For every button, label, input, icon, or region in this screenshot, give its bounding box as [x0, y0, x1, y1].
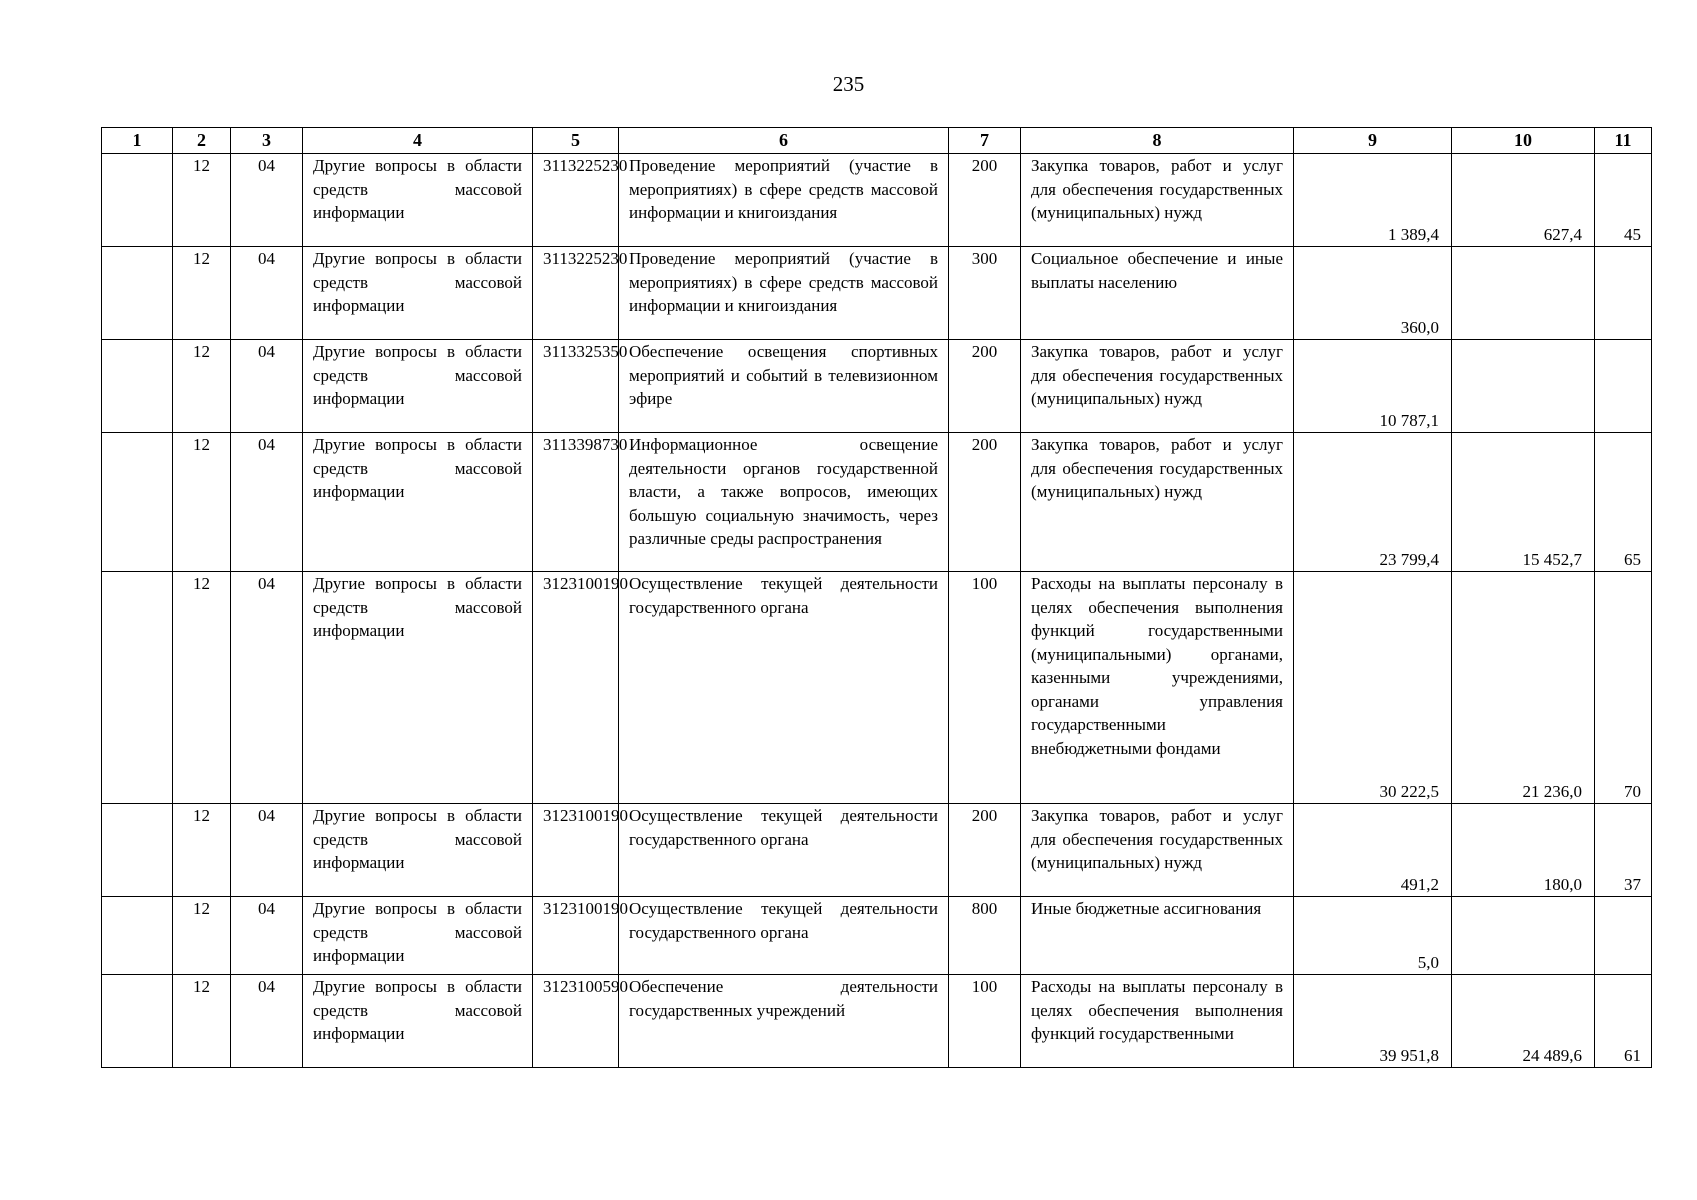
cell-section: 12 [173, 572, 231, 804]
cell-col-1 [102, 247, 173, 340]
cell-expense-type: 300 [949, 247, 1021, 340]
cell-plan-amount: 23 799,4 [1294, 433, 1452, 572]
cell-col-1 [102, 804, 173, 897]
page-number: 235 [832, 72, 865, 96]
cell-expense-type-name: Закупка товаров, работ и услуг для обеспечения государственных (муниципальных) нужд [1021, 804, 1294, 897]
cell-article-name: Проведение мероприятий (участие в мероприятиях) в сфере средств массовой информации и книгоиздания [619, 154, 949, 247]
table-row [102, 154, 1652, 247]
cell-percent [1595, 340, 1652, 433]
column-header: 4 [303, 128, 533, 154]
cell-subsection-name: Другие вопросы в области средств массовой информации [303, 340, 533, 433]
cell-col-1 [102, 897, 173, 975]
cell-percent [1595, 247, 1652, 340]
cell-expense-type-name: Закупка товаров, работ и услуг для обеспечения государственных (муниципальных) нужд [1021, 154, 1294, 247]
cell-subsection-name: Другие вопросы в области средств массовой информации [303, 572, 533, 804]
cell-target-article: 3113398730 [533, 433, 619, 572]
cell-expense-type: 200 [949, 804, 1021, 897]
cell-article-name: Проведение мероприятий (участие в мероприятиях) в сфере средств массовой информации и книгоиздания [619, 247, 949, 340]
table-row [102, 975, 1652, 1068]
cell-plan-amount: 360,0 [1294, 247, 1452, 340]
cell-subsection: 04 [231, 804, 303, 897]
cell-col-1 [102, 975, 173, 1068]
cell-col-1 [102, 340, 173, 433]
cell-percent: 37 [1595, 804, 1652, 897]
cell-executed-amount [1452, 340, 1595, 433]
cell-target-article: 3123100190 [533, 897, 619, 975]
column-header: 6 [619, 128, 949, 154]
cell-section: 12 [173, 433, 231, 572]
cell-subsection: 04 [231, 247, 303, 340]
cell-subsection-name: Другие вопросы в области средств массовой информации [303, 247, 533, 340]
column-number-header-row [102, 128, 1652, 154]
cell-plan-amount: 491,2 [1294, 804, 1452, 897]
column-header: 11 [1595, 128, 1652, 154]
cell-expense-type: 200 [949, 433, 1021, 572]
cell-executed-amount: 15 452,7 [1452, 433, 1595, 572]
cell-expense-type: 200 [949, 154, 1021, 247]
column-header: 1 [102, 128, 173, 154]
cell-subsection-name: Другие вопросы в области средств массовой информации [303, 897, 533, 975]
cell-col-1 [102, 154, 173, 247]
cell-subsection: 04 [231, 975, 303, 1068]
column-header: 5 [533, 128, 619, 154]
table-row [102, 247, 1652, 340]
cell-executed-amount: 180,0 [1452, 804, 1595, 897]
cell-col-1 [102, 433, 173, 572]
cell-subsection: 04 [231, 572, 303, 804]
cell-target-article: 3113225230 [533, 247, 619, 340]
cell-section: 12 [173, 804, 231, 897]
cell-expense-type-name: Расходы на выплаты персоналу в целях обеспечения выполнения функций государственными (муниципальными) органами, казенными учреждениями, органами управления государственными внебюджетными фондами [1021, 572, 1294, 804]
cell-target-article: 3123100190 [533, 804, 619, 897]
cell-section: 12 [173, 154, 231, 247]
cell-subsection: 04 [231, 154, 303, 247]
cell-plan-amount: 5,0 [1294, 897, 1452, 975]
cell-executed-amount [1452, 247, 1595, 340]
cell-subsection-name: Другие вопросы в области средств массовой информации [303, 154, 533, 247]
column-header: 3 [231, 128, 303, 154]
cell-target-article: 3113325350 [533, 340, 619, 433]
cell-subsection-name: Другие вопросы в области средств массовой информации [303, 804, 533, 897]
cell-article-name: Осуществление текущей деятельности государственного органа [619, 804, 949, 897]
table-row [102, 340, 1652, 433]
cell-plan-amount: 10 787,1 [1294, 340, 1452, 433]
cell-section: 12 [173, 975, 231, 1068]
column-header: 8 [1021, 128, 1294, 154]
cell-subsection: 04 [231, 897, 303, 975]
cell-section: 12 [173, 340, 231, 433]
cell-section: 12 [173, 897, 231, 975]
cell-expense-type: 800 [949, 897, 1021, 975]
cell-plan-amount: 39 951,8 [1294, 975, 1452, 1068]
cell-article-name: Обеспечение деятельности государственных учреждений [619, 975, 949, 1068]
cell-article-name: Осуществление текущей деятельности государственного органа [619, 572, 949, 804]
cell-executed-amount: 24 489,6 [1452, 975, 1595, 1068]
table-row [102, 897, 1652, 975]
cell-target-article: 3123100590 [533, 975, 619, 1068]
cell-percent: 70 [1595, 572, 1652, 804]
cell-percent: 45 [1595, 154, 1652, 247]
cell-expense-type-name: Иные бюджетные ассигнования [1021, 897, 1294, 975]
cell-expense-type-name: Закупка товаров, работ и услуг для обеспечения государственных (муниципальных) нужд [1021, 433, 1294, 572]
cell-target-article: 3113225230 [533, 154, 619, 247]
cell-section: 12 [173, 247, 231, 340]
column-header: 2 [173, 128, 231, 154]
cell-expense-type: 100 [949, 572, 1021, 804]
cell-subsection: 04 [231, 433, 303, 572]
cell-article-name: Информационное освещение деятельности органов государственной власти, а также вопросов, имеющих большую социальную значимость, через различные среды распространения [619, 433, 949, 572]
cell-subsection-name: Другие вопросы в области средств массовой информации [303, 975, 533, 1068]
cell-expense-type-name: Расходы на выплаты персоналу в целях обеспечения выполнения функций государственными [1021, 975, 1294, 1068]
column-header: 7 [949, 128, 1021, 154]
column-header: 10 [1452, 128, 1595, 154]
cell-executed-amount: 21 236,0 [1452, 572, 1595, 804]
cell-col-1 [102, 572, 173, 804]
cell-percent: 61 [1595, 975, 1652, 1068]
column-header: 9 [1294, 128, 1452, 154]
cell-article-name: Осуществление текущей деятельности государственного органа [619, 897, 949, 975]
cell-executed-amount [1452, 897, 1595, 975]
cell-expense-type: 200 [949, 340, 1021, 433]
cell-subsection-name: Другие вопросы в области средств массовой информации [303, 433, 533, 572]
cell-expense-type-name: Социальное обеспечение и иные выплаты населению [1021, 247, 1294, 340]
table-body [102, 154, 1652, 1068]
table-row [102, 433, 1652, 572]
cell-executed-amount: 627,4 [1452, 154, 1595, 247]
cell-subsection: 04 [231, 340, 303, 433]
cell-article-name: Обеспечение освещения спортивных мероприятий и событий в телевизионном эфире [619, 340, 949, 433]
cell-expense-type-name: Закупка товаров, работ и услуг для обеспечения государственных (муниципальных) нужд [1021, 340, 1294, 433]
cell-percent [1595, 897, 1652, 975]
budget-table [101, 127, 1652, 1068]
cell-percent: 65 [1595, 433, 1652, 572]
cell-target-article: 3123100190 [533, 572, 619, 804]
cell-plan-amount: 1 389,4 [1294, 154, 1452, 247]
table-row [102, 804, 1652, 897]
table-row [102, 572, 1652, 804]
cell-expense-type: 100 [949, 975, 1021, 1068]
cell-plan-amount: 30 222,5 [1294, 572, 1452, 804]
